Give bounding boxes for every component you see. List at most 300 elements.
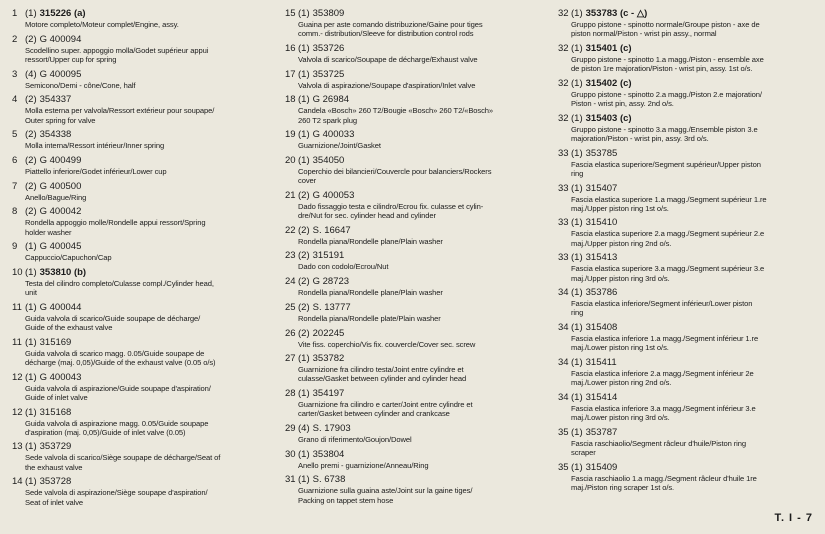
part-code: 315403 (c) bbox=[585, 112, 632, 124]
part-entry bbox=[12, 337, 268, 367]
part-details bbox=[25, 69, 268, 90]
item-number: 19 bbox=[285, 129, 296, 141]
part-header bbox=[571, 427, 816, 439]
item-number: 16 bbox=[285, 42, 296, 54]
part-header bbox=[25, 337, 268, 349]
part-code: 353785 bbox=[585, 147, 618, 159]
part-description-line: Semicono/Demi - cône/Cone, half bbox=[25, 80, 136, 90]
part-code: 353729 bbox=[39, 441, 72, 453]
part-description-line: Guide of the exhaust valve bbox=[25, 323, 113, 333]
quantity: (4) bbox=[25, 68, 37, 80]
quantity: (1) bbox=[571, 391, 583, 403]
quantity: (2) bbox=[298, 189, 310, 201]
quantity: (1) bbox=[25, 371, 37, 383]
part-header bbox=[298, 474, 543, 486]
part-code: 354197 bbox=[312, 388, 345, 400]
part-description-line: Guarnizione/Joint/Gasket bbox=[298, 141, 381, 151]
part-header bbox=[25, 372, 268, 384]
part-code: 354050 bbox=[312, 154, 345, 166]
part-code: 353728 bbox=[39, 476, 72, 488]
part-entry bbox=[12, 206, 268, 236]
part-details bbox=[25, 8, 268, 29]
part-details bbox=[298, 449, 543, 470]
part-details bbox=[571, 217, 816, 247]
part-entry bbox=[558, 43, 816, 73]
part-header bbox=[298, 155, 543, 167]
part-description-line: Packing on tappet stem hose bbox=[298, 495, 394, 505]
part-header bbox=[298, 190, 543, 202]
item-number: 13 bbox=[12, 441, 23, 453]
part-details bbox=[298, 250, 543, 271]
part-header bbox=[571, 252, 816, 264]
part-code: 353782 bbox=[312, 353, 345, 365]
quantity: (2) bbox=[25, 129, 37, 141]
item-number: 35 bbox=[558, 461, 569, 473]
part-entry bbox=[558, 113, 816, 143]
quantity: (1) bbox=[571, 252, 583, 264]
part-details bbox=[298, 353, 543, 383]
part-header bbox=[298, 328, 543, 340]
part-code: 315411 bbox=[585, 357, 617, 369]
quantity: (1) bbox=[571, 77, 583, 89]
quantity: (1) bbox=[25, 476, 37, 488]
part-details bbox=[25, 337, 268, 367]
part-entry bbox=[558, 462, 816, 492]
part-description-line: Gruppo pistone - spinotto normale/Groupe piston - axe de bbox=[571, 20, 760, 29]
item-number: 28 bbox=[285, 388, 296, 400]
item-number: 22 bbox=[285, 224, 296, 236]
part-code: 315408 bbox=[585, 322, 618, 334]
item-number: 33 bbox=[558, 182, 569, 194]
part-details bbox=[571, 357, 816, 387]
item-number: 18 bbox=[285, 94, 296, 106]
part-code: G 400033 bbox=[312, 129, 355, 141]
item-number: 15 bbox=[285, 8, 296, 19]
item-number: 20 bbox=[285, 154, 296, 166]
part-details bbox=[25, 34, 268, 64]
item-number: 35 bbox=[558, 426, 569, 438]
part-details bbox=[571, 78, 816, 108]
part-code: S. 6738 bbox=[312, 474, 346, 486]
part-header bbox=[298, 449, 543, 461]
part-details bbox=[298, 474, 543, 504]
part-code: 354338 bbox=[39, 129, 72, 141]
part-description-line: 260 T2 spark plug bbox=[298, 115, 357, 125]
quantity: (1) bbox=[298, 94, 310, 106]
part-description-line: Fascia raschiaolio 1.a magg./Segment râcleur d'huile 1re bbox=[571, 473, 757, 483]
quantity: (2) bbox=[25, 206, 37, 218]
parts-column-3 bbox=[558, 8, 816, 497]
quantity: (1) bbox=[25, 441, 37, 453]
part-description-line: Candela «Bosch» 260 T2/Bougie «Bosch» 260 T2/«Bosch» bbox=[298, 106, 494, 116]
part-entry bbox=[285, 8, 543, 38]
part-description-line: Scodellino super. appoggio molla/Godet supérieur appui bbox=[25, 45, 209, 55]
parts-column-2 bbox=[285, 8, 543, 509]
part-details bbox=[571, 43, 816, 73]
item-number: 33 bbox=[558, 217, 569, 229]
part-description-line: Guarnizione sulla guaina aste/Joint sur la gaine tiges/ bbox=[298, 486, 473, 496]
part-header bbox=[25, 441, 268, 453]
part-code: 353726 bbox=[312, 42, 345, 54]
part-entry bbox=[12, 155, 268, 176]
part-details bbox=[25, 407, 268, 437]
item-number: 14 bbox=[12, 476, 23, 488]
part-entry bbox=[285, 155, 543, 185]
part-header bbox=[25, 206, 268, 218]
part-details bbox=[298, 423, 543, 444]
part-entry bbox=[558, 148, 816, 178]
part-header bbox=[25, 181, 268, 193]
part-entry bbox=[12, 372, 268, 402]
part-entry bbox=[12, 94, 268, 124]
parts-column-1 bbox=[12, 8, 268, 511]
part-details bbox=[25, 206, 268, 236]
item-number: 24 bbox=[285, 276, 296, 288]
part-details bbox=[298, 43, 543, 64]
part-entry bbox=[558, 322, 816, 352]
part-header bbox=[25, 267, 268, 279]
part-entry bbox=[285, 276, 543, 297]
part-code: 353786 bbox=[585, 287, 618, 299]
part-header bbox=[571, 357, 816, 369]
part-entry bbox=[285, 474, 543, 504]
part-description-line: Fascia elastica superiore 2.a magg./Segment supérieur 2.e bbox=[571, 229, 765, 239]
item-number: 34 bbox=[558, 357, 569, 369]
part-header bbox=[571, 287, 816, 299]
item-number: 31 bbox=[285, 474, 296, 486]
item-number: 27 bbox=[285, 353, 296, 365]
part-entry bbox=[558, 183, 816, 213]
part-description-line: Fascia elastica superiore 3.a magg./Segment supérieur 3.e bbox=[571, 264, 765, 274]
part-code: G 400044 bbox=[39, 301, 82, 313]
part-header bbox=[25, 34, 268, 46]
item-number: 33 bbox=[558, 252, 569, 264]
part-header bbox=[25, 69, 268, 81]
part-header bbox=[298, 8, 543, 20]
part-description-line: Molla esterna per valvola/Ressort extérieur pour soupape/ bbox=[25, 106, 215, 116]
quantity: (1) bbox=[298, 474, 310, 486]
part-code: G 400500 bbox=[39, 180, 82, 192]
quantity: (1) bbox=[298, 353, 310, 365]
part-details bbox=[571, 322, 816, 352]
part-header bbox=[571, 183, 816, 195]
quantity: (1) bbox=[571, 426, 583, 438]
part-entry bbox=[285, 69, 543, 90]
part-description-line: Gruppo pistone - spinotto 3.a magg./Ensemble piston 3.e bbox=[571, 124, 758, 134]
part-description-line: de piston 1re majoration/Piston - wrist pin, assy. 1st o/s. bbox=[571, 64, 753, 74]
part-code: 315413 bbox=[585, 252, 618, 264]
part-code: G 400042 bbox=[39, 206, 82, 218]
part-header bbox=[298, 69, 543, 81]
part-description-line: Gruppo pistone - spinotto 1.a magg./Piston - ensemble axe bbox=[571, 54, 764, 64]
quantity: (2) bbox=[298, 224, 310, 236]
part-description-line: maj./Piston ring scraper 1st o/s. bbox=[571, 482, 675, 492]
quantity: (1) bbox=[25, 301, 37, 313]
item-number: 12 bbox=[12, 371, 23, 383]
part-header bbox=[25, 155, 268, 167]
part-header bbox=[25, 476, 268, 488]
part-entry bbox=[558, 217, 816, 247]
part-entry bbox=[285, 423, 543, 444]
part-description-line: scraper bbox=[571, 448, 596, 458]
quantity: (1) bbox=[571, 147, 583, 159]
part-description-line: Guide of inlet valve bbox=[25, 392, 88, 402]
part-description-line: décharge (maj. 0,05)/Guide of the exhaust valve (0.05 o/s) bbox=[25, 357, 216, 367]
part-description-line: Rondella piana/Rondelle plane/Plain washer bbox=[298, 236, 443, 246]
part-code: 353810 (b) bbox=[39, 266, 87, 278]
item-number: 2 bbox=[12, 33, 18, 45]
part-header bbox=[25, 241, 268, 253]
part-entry bbox=[12, 181, 268, 202]
part-details bbox=[25, 476, 268, 506]
part-header bbox=[571, 392, 816, 404]
part-description-line: Cappuccio/Capuchon/Cap bbox=[25, 253, 112, 263]
part-description-line: holder washer bbox=[25, 227, 72, 237]
part-code: G 400499 bbox=[39, 154, 82, 166]
part-description-line: Guida valvola di aspirazione/Guide soupape d'aspiration/ bbox=[25, 383, 211, 393]
part-header bbox=[25, 8, 268, 20]
part-description-line: maj./Upper piston ring 1st o/s. bbox=[571, 203, 669, 213]
item-number: 34 bbox=[558, 322, 569, 334]
part-code: 202245 bbox=[312, 327, 345, 339]
part-code: 354337 bbox=[39, 94, 72, 106]
item-number: 17 bbox=[285, 68, 296, 80]
part-code: 315191 bbox=[312, 250, 345, 262]
quantity: (1) bbox=[25, 8, 37, 19]
part-details bbox=[25, 129, 268, 150]
part-description-line: maj./Lower piston ring 2nd o/s. bbox=[571, 378, 672, 388]
part-details bbox=[571, 113, 816, 143]
item-number: 1 bbox=[12, 8, 18, 19]
part-description-line: Piston - wrist pin, assy. 2nd o/s. bbox=[571, 99, 674, 109]
part-description-line: comm.- distribution/Sleeve for distribution control rods bbox=[298, 29, 474, 39]
part-description-line: Fascia raschiaolio/Segment râcleur d'huile/Piston ring bbox=[571, 438, 747, 448]
quantity: (1) bbox=[571, 357, 583, 369]
quantity: (1) bbox=[298, 388, 310, 400]
part-description-line: Guida valvola di scarico magg. 0.05/Guide soupape de bbox=[25, 348, 205, 358]
part-header bbox=[298, 423, 543, 435]
part-description-line: maj./Upper piston ring 2nd o/s. bbox=[571, 238, 672, 248]
quantity: (2) bbox=[25, 154, 37, 166]
part-details bbox=[298, 388, 543, 418]
quantity: (2) bbox=[298, 327, 310, 339]
part-header bbox=[571, 148, 816, 160]
part-details bbox=[571, 462, 816, 492]
part-entry bbox=[12, 476, 268, 506]
part-details bbox=[25, 241, 268, 262]
part-description-line: Fascia elastica inferiore 1.a magg./Segment inférieur 1.re bbox=[571, 334, 759, 344]
part-description-line: Vite fiss. coperchio/Vis fix. couvercle/Cover sec. screw bbox=[298, 339, 476, 349]
part-code: S. 13777 bbox=[312, 301, 351, 313]
item-number: 34 bbox=[558, 287, 569, 299]
item-number: 11 bbox=[12, 301, 22, 313]
part-header bbox=[571, 78, 816, 90]
part-header bbox=[298, 388, 543, 400]
part-description-line: cover bbox=[298, 176, 317, 186]
part-description-line: Guida valvola di scarico/Guide soupape de décharge/ bbox=[25, 313, 201, 323]
part-code: 353809 bbox=[312, 8, 345, 19]
part-header bbox=[298, 43, 543, 55]
part-description-line: Testa del cilindro completo/Culasse compl./Cylinder head, bbox=[25, 278, 214, 288]
part-details bbox=[298, 190, 543, 220]
item-number: 7 bbox=[12, 180, 18, 192]
part-header bbox=[25, 94, 268, 106]
part-description-line: Piattello inferiore/Godet inférieur/Lower cup bbox=[25, 166, 167, 176]
part-description-line: ressort/Upper cup for spring bbox=[25, 54, 117, 64]
page-label: T. I - 7 bbox=[774, 512, 813, 524]
part-description-line: Motore completo/Moteur complet/Engine, assy. bbox=[25, 20, 179, 29]
part-header bbox=[298, 129, 543, 141]
quantity: (1) bbox=[25, 266, 37, 278]
part-description-line: ring bbox=[571, 308, 584, 318]
part-entry bbox=[285, 302, 543, 323]
part-details bbox=[298, 94, 543, 124]
part-description-line: Dado fissaggio testa e cilindro/Ecrou fix. culasse et cylin- bbox=[298, 201, 484, 211]
part-entry bbox=[285, 328, 543, 349]
part-details bbox=[571, 427, 816, 457]
part-details bbox=[571, 252, 816, 282]
part-details bbox=[298, 129, 543, 150]
part-entry bbox=[12, 267, 268, 297]
part-entry bbox=[285, 225, 543, 246]
part-code: 353787 bbox=[585, 426, 618, 438]
part-description-line: maj./Lower piston ring 3rd o/s. bbox=[571, 413, 670, 423]
item-number: 12 bbox=[12, 406, 23, 418]
item-number: 3 bbox=[12, 68, 18, 80]
part-description-line: Guarnizione fra cilindro e carter/Joint entre cylindre et bbox=[298, 400, 473, 410]
item-number: 9 bbox=[12, 241, 18, 253]
part-code: 315226 (a) bbox=[39, 8, 86, 19]
part-description-line: Guarnizione fra cilindro testa/Joint entre cylindre et bbox=[298, 365, 464, 375]
part-entry bbox=[12, 407, 268, 437]
part-description-line: d'aspiration (maj. 0,05)/Guide of inlet valve (0.05) bbox=[25, 427, 186, 437]
part-description-line: maj./Upper piston ring 3rd o/s. bbox=[571, 273, 670, 283]
part-header bbox=[298, 276, 543, 288]
item-number: 8 bbox=[12, 206, 18, 218]
part-entry bbox=[12, 302, 268, 332]
part-description-line: Guaina per aste comando distribuzione/Gaine pour tiges bbox=[298, 20, 483, 29]
part-code: G 400043 bbox=[39, 371, 82, 383]
item-number: 10 bbox=[12, 266, 23, 278]
part-details bbox=[298, 225, 543, 246]
part-code: 315414 bbox=[585, 391, 618, 403]
part-entry bbox=[12, 8, 268, 29]
quantity: (1) bbox=[571, 112, 583, 124]
part-description-line: Rondella piana/Rondelle plate/Plain washer bbox=[298, 313, 441, 323]
part-details bbox=[25, 267, 268, 297]
part-description-line: Rondella piana/Rondelle plane/Plain washer bbox=[298, 288, 443, 298]
part-entry bbox=[285, 388, 543, 418]
quantity: (4) bbox=[298, 423, 310, 435]
part-code: 353783 (c - △) bbox=[585, 8, 648, 19]
part-header bbox=[571, 217, 816, 229]
quantity: (1) bbox=[298, 68, 310, 80]
part-entry bbox=[285, 94, 543, 124]
quantity: (1) bbox=[25, 336, 37, 348]
part-description-line: Dado con codolo/Ecrou/Nut bbox=[298, 262, 389, 272]
part-details bbox=[298, 8, 543, 38]
part-description-line: Fascia elastica superiore 1.a magg./Segment supérieur 1.re bbox=[571, 194, 767, 204]
part-description-line: unit bbox=[25, 288, 37, 298]
part-code: S. 16647 bbox=[312, 224, 351, 236]
part-description-line: Sede valvola di aspirazione/Siège soupape d'aspiration/ bbox=[25, 488, 208, 498]
part-code: G 400045 bbox=[39, 241, 82, 253]
part-entry bbox=[285, 449, 543, 470]
part-entry bbox=[285, 353, 543, 383]
part-details bbox=[25, 441, 268, 471]
part-description-line: Outer spring for valve bbox=[25, 115, 96, 125]
part-code: G 26984 bbox=[312, 94, 350, 106]
item-number: 32 bbox=[558, 8, 569, 19]
part-code: 315169 bbox=[39, 336, 72, 348]
quantity: (2) bbox=[25, 180, 37, 192]
part-details bbox=[298, 155, 543, 185]
item-number: 11 bbox=[12, 336, 22, 348]
part-entry bbox=[558, 357, 816, 387]
part-description-line: Seat of inlet valve bbox=[25, 497, 84, 507]
item-number: 32 bbox=[558, 77, 569, 89]
part-description-line: Coperchio dei bilancieri/Couvercle pour balanciers/Rockers bbox=[298, 166, 492, 176]
quantity: (1) bbox=[298, 448, 310, 460]
part-code: 315410 bbox=[585, 217, 618, 229]
part-header bbox=[298, 225, 543, 237]
quantity: (1) bbox=[25, 406, 37, 418]
part-description-line: piston normal/Piston - wrist pin assy., normal bbox=[571, 29, 717, 39]
part-code: 315401 (c) bbox=[585, 42, 632, 54]
part-header bbox=[25, 129, 268, 141]
quantity: (2) bbox=[298, 276, 310, 288]
quantity: (1) bbox=[298, 42, 310, 54]
part-code: 315168 bbox=[39, 406, 72, 418]
part-entry bbox=[285, 190, 543, 220]
item-number: 29 bbox=[285, 423, 296, 435]
item-number: 32 bbox=[558, 112, 569, 124]
part-details bbox=[298, 276, 543, 297]
item-number: 21 bbox=[285, 189, 296, 201]
part-details bbox=[298, 328, 543, 349]
part-details bbox=[298, 302, 543, 323]
quantity: (2) bbox=[298, 250, 310, 262]
item-number: 4 bbox=[12, 94, 18, 106]
part-header bbox=[571, 462, 816, 474]
part-header bbox=[25, 302, 268, 314]
quantity: (1) bbox=[298, 8, 310, 19]
part-description-line: Fascia elastica inferiore/Segment inférieur/Lower piston bbox=[571, 299, 753, 309]
part-details bbox=[25, 181, 268, 202]
part-header bbox=[298, 250, 543, 262]
part-entry bbox=[12, 69, 268, 90]
quantity: (1) bbox=[571, 461, 583, 473]
part-description-line: maj./Lower piston ring 1st o/s. bbox=[571, 343, 669, 353]
part-description-line: Anello premi - guarnizione/Anneau/Ring bbox=[298, 460, 429, 470]
item-number: 34 bbox=[558, 391, 569, 403]
part-entry bbox=[558, 8, 816, 38]
part-details bbox=[25, 155, 268, 176]
quantity: (1) bbox=[571, 182, 583, 194]
part-description-line: ring bbox=[571, 168, 584, 178]
quantity: (1) bbox=[25, 241, 37, 253]
part-entry bbox=[558, 392, 816, 422]
part-details bbox=[571, 8, 816, 38]
part-header bbox=[298, 94, 543, 106]
part-header bbox=[571, 8, 816, 20]
item-number: 30 bbox=[285, 448, 296, 460]
part-description-line: culasse/Gasket between cylinder and cylinder head bbox=[298, 374, 467, 384]
part-code: 315402 (c) bbox=[585, 77, 632, 89]
part-entry bbox=[558, 78, 816, 108]
quantity: (1) bbox=[571, 322, 583, 334]
item-number: 23 bbox=[285, 250, 296, 262]
